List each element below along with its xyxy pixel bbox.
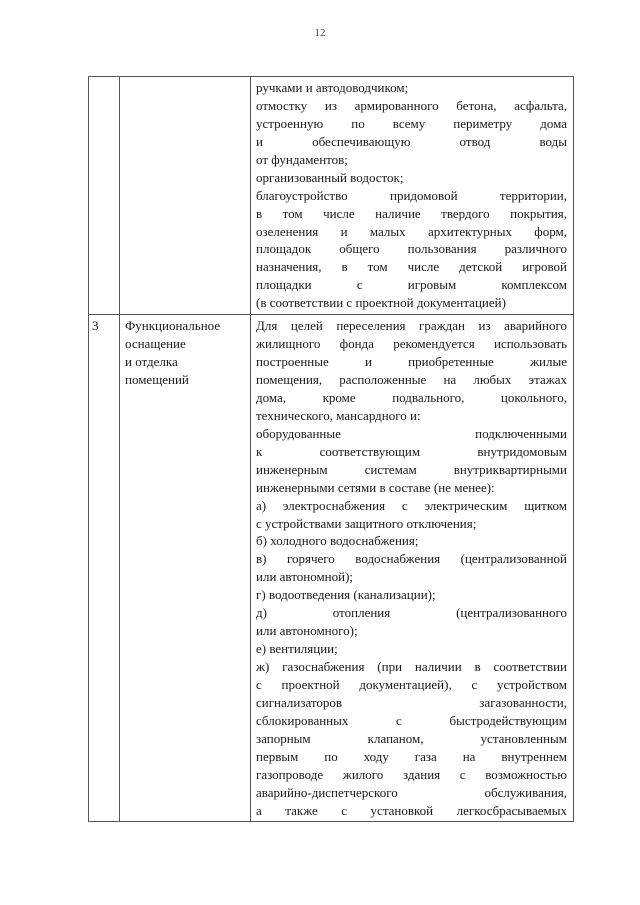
requirement-text-line: аварийно-диспетчерского обслуживания, [256,784,567,800]
requirement-text-line: д) отопления (централизованного [256,605,567,621]
requirement-text-line: инженерными сетями в составе (не менее): [256,479,495,495]
requirement-text-line: оборудованные подключенными [256,425,567,441]
requirement-text-line: или автономной); [256,569,354,585]
row-name-cell [120,77,251,315]
requirement-text-line: площадки с игровым комплексом [256,277,567,293]
row-number [89,77,119,79]
requirement-text-line: б) холодного водоснабжения; [256,533,419,549]
table-row [89,315,574,822]
requirement-text-line: ж) газоснабжения (при наличии в соответствии [256,659,567,674]
requirement-text-line: газопроводе жилого здания с возможностью [256,766,567,782]
requirement-text-line: благоустройство придомовой территории, [256,187,567,203]
requirement-text-line: ручками и автодоводчиком; [256,80,409,95]
row-number: 3 [92,318,99,334]
requirement-text-line: озеленения и малых архитектурных форм, [256,223,567,239]
row-requirements-cell [251,77,574,315]
requirement-text-line: помещения, расположенные на любых этажах [256,372,567,387]
requirement-text-line: дома, кроме подвального, цокольного, [256,389,567,405]
requirement-text-line: и обеспечивающую отвод воды [256,133,567,149]
requirement-text-line: в) горячего водоснабжения (централизованной [256,551,567,567]
requirement-text-line: Для целей переселения граждан из аварийного [256,318,567,334]
requirement-text-line: первым по ходу газа на внутреннем [256,748,567,764]
requirement-text-line: отмостку из армированного бетона, асфальта, [256,97,567,113]
requirement-text-line: запорным клапаном, установленным [256,730,567,746]
requirement-text-line: к соответствующим внутридомовым [256,443,567,459]
requirement-text-line: с устройствами защитного отключения; [256,515,477,531]
row-number-cell [89,77,120,315]
requirement-text-line: с проектной документацией), с устройством [256,676,567,692]
requirement-text-line: устроенную по всему периметру дома [256,115,567,131]
table-row [89,77,574,315]
row-requirements-cell [251,315,574,822]
requirement-text-line: а) электроснабжения с электрическим щитком [256,497,567,513]
requirement-text-line: в том числе наличие твердого покрытия, [256,205,567,221]
requirement-text-line: сблокированных с быстродействующим [256,712,567,728]
row-name-line: и отделка [125,354,178,370]
row-name-cell [120,315,251,822]
row-number-cell [89,315,120,822]
page-number: 12 [314,27,326,39]
requirement-text-line: технического, мансардного и: [256,407,421,423]
requirement-text-line: инженерным системам внутриквартирными [256,461,567,477]
requirement-text-line: а также с установкой легкосбрасываемых [256,802,567,818]
row-name-line: Функциональное [125,318,221,334]
requirement-text-line: построенные и приобретенные жилые [256,354,567,370]
requirement-text-line: сигнализаторов загазованности, [256,694,567,710]
row-name-line: оснащение [125,336,186,352]
requirement-text-line: назначения, в том числе детской игровой [256,259,567,275]
requirement-text-line: е) вентиляции; [256,641,338,657]
requirement-text-line: или автономного); [256,623,358,639]
requirement-text-line: жилищного фонда рекомендуется использовать [256,336,567,352]
requirement-text-line: (в соответствии с проектной документацией) [256,295,506,311]
requirement-text-line: организованный водосток; [256,169,404,185]
requirement-text-line: площадок общего пользования различного [256,241,567,257]
row-name-line: помещений [125,372,189,388]
requirements-table [88,76,574,822]
requirement-text-line: г) водоотведения (канализации); [256,587,436,603]
requirement-text-line: от фундаментов; [256,151,348,167]
